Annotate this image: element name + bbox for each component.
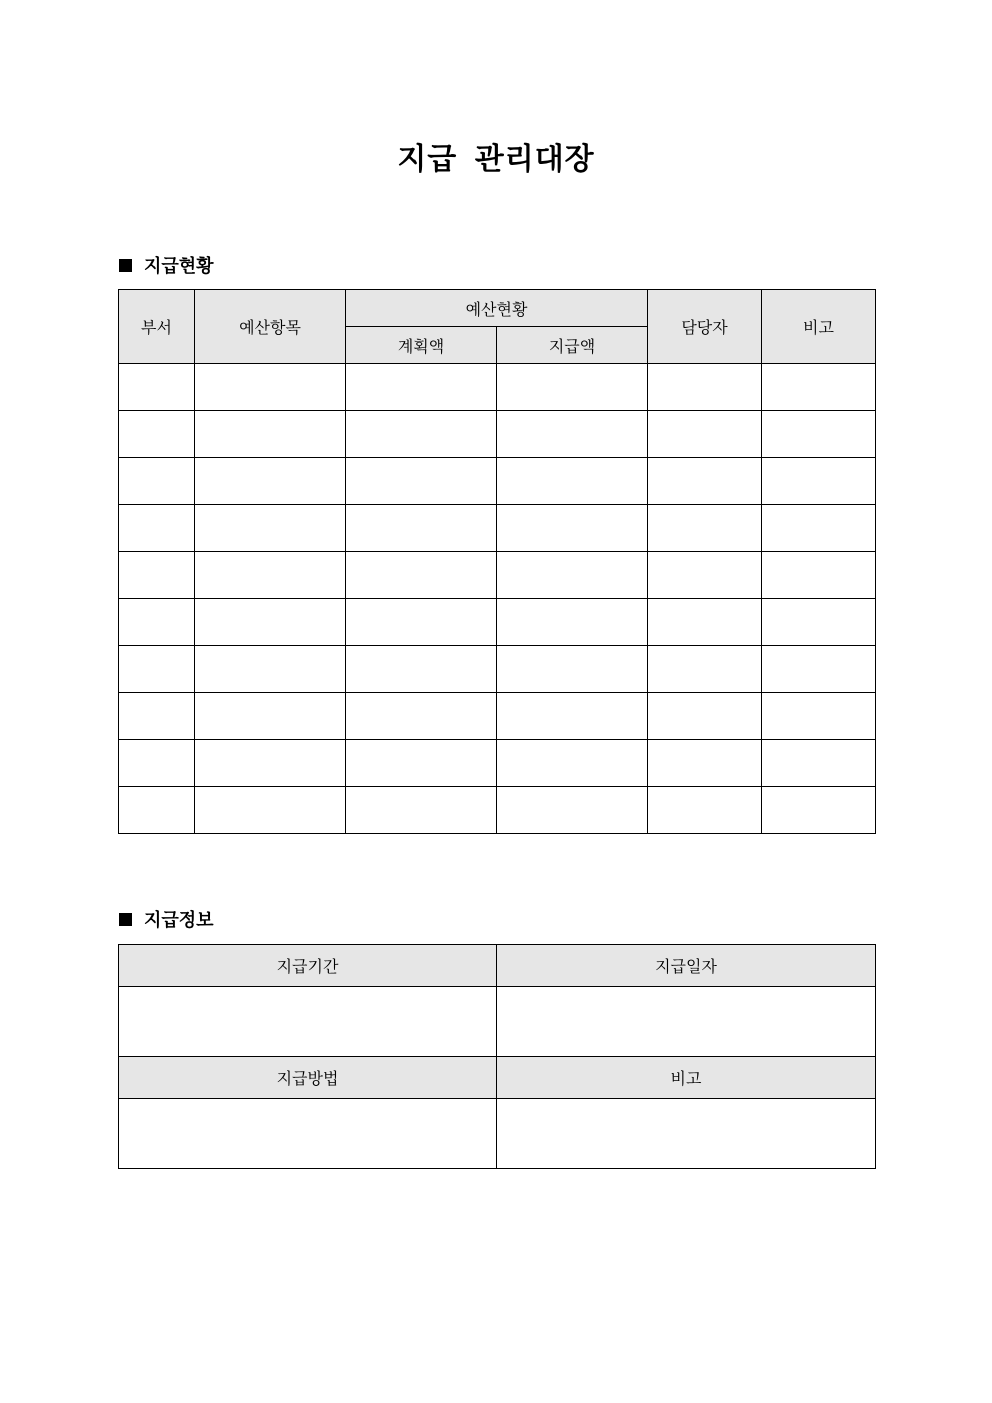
cell-budget-item[interactable] (195, 364, 346, 411)
cell-planned-amount[interactable] (346, 693, 497, 740)
table-row (119, 364, 876, 411)
cell-remarks[interactable] (762, 411, 876, 458)
square-bullet-icon (119, 913, 132, 926)
cell-manager[interactable] (648, 787, 762, 834)
cell-budget-item[interactable] (195, 505, 346, 552)
table-row (119, 599, 876, 646)
payment-status-table (118, 289, 876, 834)
cell-manager[interactable] (648, 693, 762, 740)
cell-planned-amount[interactable] (346, 552, 497, 599)
cell-remarks[interactable] (762, 552, 876, 599)
cell-budget-item[interactable] (195, 458, 346, 505)
cell-paid-amount[interactable] (497, 646, 648, 693)
field-payment-date[interactable] (497, 987, 876, 1057)
table-row (119, 693, 876, 740)
cell-planned-amount[interactable] (346, 787, 497, 834)
cell-remarks[interactable] (762, 505, 876, 552)
cell-budget-item[interactable] (195, 787, 346, 834)
label-remarks: 비고 (497, 1057, 876, 1099)
square-bullet-icon (119, 259, 132, 272)
cell-planned-amount[interactable] (346, 411, 497, 458)
cell-paid-amount[interactable] (497, 599, 648, 646)
table-row (119, 505, 876, 552)
cell-budget-item[interactable] (195, 693, 346, 740)
table-row (119, 458, 876, 505)
table-row (119, 787, 876, 834)
cell-remarks[interactable] (762, 458, 876, 505)
cell-paid-amount[interactable] (497, 693, 648, 740)
header-paid-amount: 지급액 (497, 327, 648, 364)
cell-department[interactable] (119, 693, 195, 740)
cell-department[interactable] (119, 740, 195, 787)
header-budget-status: 예산현황 (346, 290, 648, 327)
cell-department[interactable] (119, 599, 195, 646)
header-remarks: 비고 (762, 290, 876, 364)
cell-department[interactable] (119, 646, 195, 693)
cell-planned-amount[interactable] (346, 740, 497, 787)
cell-remarks[interactable] (762, 693, 876, 740)
cell-manager[interactable] (648, 599, 762, 646)
cell-remarks[interactable] (762, 646, 876, 693)
cell-manager[interactable] (648, 505, 762, 552)
label-payment-method: 지급방법 (119, 1057, 497, 1099)
table-row (119, 552, 876, 599)
cell-manager[interactable] (648, 411, 762, 458)
cell-paid-amount[interactable] (497, 740, 648, 787)
cell-paid-amount[interactable] (497, 505, 648, 552)
header-budget-item: 예산항목 (195, 290, 346, 364)
cell-budget-item[interactable] (195, 599, 346, 646)
cell-paid-amount[interactable] (497, 458, 648, 505)
table-row (119, 411, 876, 458)
section-heading-label: 지급현황 (144, 256, 214, 277)
cell-remarks[interactable] (762, 740, 876, 787)
header-department: 부서 (119, 290, 195, 364)
section-heading-payment-status (119, 252, 214, 278)
page-title: 지급 관리대장 (397, 142, 595, 177)
cell-budget-item[interactable] (195, 740, 346, 787)
header-planned-amount: 계획액 (346, 327, 497, 364)
table-row (119, 740, 876, 787)
table-row (119, 646, 876, 693)
cell-remarks[interactable] (762, 599, 876, 646)
cell-remarks[interactable] (762, 787, 876, 834)
label-payment-period: 지급기간 (119, 945, 497, 987)
field-remarks[interactable] (497, 1099, 876, 1169)
cell-planned-amount[interactable] (346, 458, 497, 505)
cell-planned-amount[interactable] (346, 505, 497, 552)
cell-department[interactable] (119, 364, 195, 411)
cell-manager[interactable] (648, 364, 762, 411)
cell-paid-amount[interactable] (497, 552, 648, 599)
cell-remarks[interactable] (762, 364, 876, 411)
label-payment-date: 지급일자 (497, 945, 876, 987)
cell-department[interactable] (119, 552, 195, 599)
cell-paid-amount[interactable] (497, 411, 648, 458)
header-manager: 담당자 (648, 290, 762, 364)
cell-planned-amount[interactable] (346, 599, 497, 646)
cell-department[interactable] (119, 458, 195, 505)
cell-paid-amount[interactable] (497, 364, 648, 411)
cell-manager[interactable] (648, 458, 762, 505)
cell-budget-item[interactable] (195, 552, 346, 599)
section-heading-label: 지급정보 (144, 910, 214, 931)
cell-budget-item[interactable] (195, 411, 346, 458)
cell-department[interactable] (119, 787, 195, 834)
section-heading-payment-info (119, 906, 214, 932)
cell-manager[interactable] (648, 646, 762, 693)
cell-planned-amount[interactable] (346, 646, 497, 693)
cell-manager[interactable] (648, 740, 762, 787)
payment-info-table (118, 944, 876, 1169)
field-payment-method[interactable] (119, 1099, 497, 1169)
cell-budget-item[interactable] (195, 646, 346, 693)
cell-department[interactable] (119, 505, 195, 552)
cell-planned-amount[interactable] (346, 364, 497, 411)
cell-paid-amount[interactable] (497, 787, 648, 834)
field-payment-period[interactable] (119, 987, 497, 1057)
cell-manager[interactable] (648, 552, 762, 599)
cell-department[interactable] (119, 411, 195, 458)
